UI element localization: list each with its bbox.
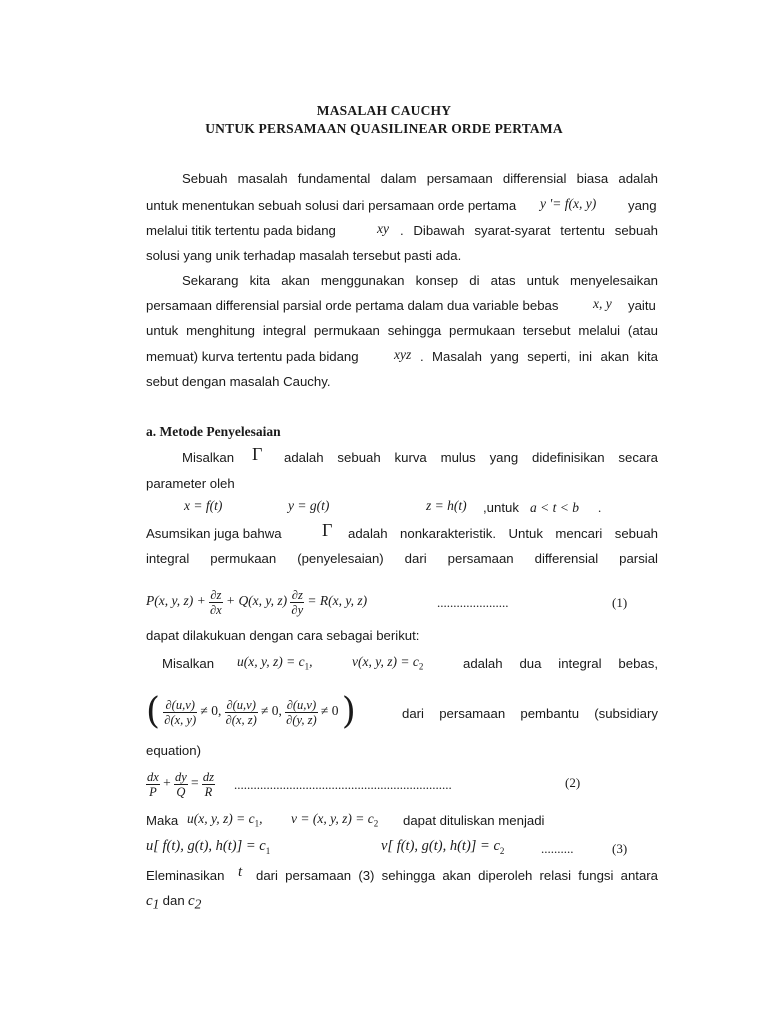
a-line-7: dari persamaan pembantu (subsidiary: [402, 706, 658, 721]
maka-u: u(x, y, $z) = c_1$,: [187, 811, 263, 829]
jacobian-xz: $\frac{\partial(u,v)}{\partial(x, z)}$: [225, 697, 257, 727]
a-line-3a: Asumsikan juga bahwa: [146, 526, 282, 541]
eq1-q: + Q(x, y, z): [225, 593, 288, 608]
a-line-6a: Misalkan: [162, 656, 215, 671]
p1-math-ode: y '= f(x, y): [540, 196, 597, 211]
p2-line-2b: yaitu: [628, 298, 656, 313]
eq3-dots: ..........: [541, 841, 574, 856]
eq3-u: u[ f(t), g(t), $h(t)] = c_1$: [146, 838, 271, 856]
p2-math-xy: x, y: [593, 296, 612, 311]
p2-line-1: Sekarang kita akan menggunakan konsep di atas untuk menyelesaikan: [182, 273, 658, 288]
eq2-number: (2): [565, 775, 581, 790]
p1-line-1: Sebuah masalah fundamental dalam persamaan differensial biasa adalah: [182, 171, 658, 186]
integral-v: v(x, y, $z) = c_2$: [352, 654, 424, 672]
eq3-v: v[ f(t), g(t), $h(t)] = c_2$: [381, 838, 505, 856]
var-t: t: [238, 864, 243, 880]
jacobian-xy: $\frac{\partial(u,v)}{\partial(x, y)}$: [164, 697, 197, 727]
eq1-r: = R(x, y, z): [307, 593, 368, 608]
a-line-2: parameter oleh: [146, 476, 235, 491]
param-untuk: ,untuk: [483, 500, 519, 515]
eq1-dots: ......................: [437, 595, 509, 610]
a-line-10a: Eleminasikan: [146, 868, 225, 883]
a-line-11: $c_1$ dan $c_2$: [146, 893, 202, 912]
a-line-9a: Maka: [146, 813, 179, 828]
p2-line-4a: memuat) kurva tertentu pada bidang: [146, 349, 359, 364]
equation-1: [146, 583, 367, 619]
jacobian-conditions: ( $\frac{\partial(u,v)}{\partial(x, y)}$ ≠ 0, $\frac{\partial(u,v)}{\partial(x, z)}$ ≠ 0, $\frac{\partial(u,v)}{\partial(y, z)}$ ≠ 0 ): [146, 691, 356, 733]
p2-line-2a: persamaan differensial parsial orde pertama dalam dua variable bebas: [146, 298, 559, 313]
title-line-1: MASALAH CAUCHY: [316, 103, 452, 118]
a-gamma-1: Γ: [252, 444, 263, 464]
a-line-3b: adalah nonkarakteristik. Untuk mencari sebuah: [348, 526, 658, 541]
p2-line-4b: . Masalah yang seperti, ini akan kita: [420, 349, 658, 364]
p1-line-3b: . Dibawah syarat-syarat tertentu sebuah: [400, 223, 658, 238]
eq1-number: (1): [612, 595, 628, 610]
a-line-6b: adalah dua integral bebas,: [463, 656, 658, 671]
eq1-frac-dzdx: $\frac{\partial z}{\partial x}$: [209, 587, 222, 617]
a-line-1b: adalah sebuah kurva mulus yang didefinisikan secara: [284, 450, 658, 465]
maka-v: v = (x, y, $z) = c_2$: [291, 811, 379, 829]
eq1-frac-dzdy: $\frac{\partial z}{\partial y}$: [291, 587, 304, 617]
p1-line-2b: yang: [628, 198, 657, 213]
eq2-dots: ...................................................................: [234, 777, 452, 792]
param-range: a < t < b: [530, 500, 579, 515]
a-gamma-2: Γ: [322, 520, 333, 540]
a-line-5: dapat dilakukuan dengan cara sebagai berikut:: [146, 628, 420, 643]
a-line-9b: dapat dituliskan menjadi: [403, 813, 545, 828]
p1-math-xy: xy: [377, 221, 389, 236]
eq1-p: P(x, y, z) +: [146, 593, 206, 608]
p2-math-xyz: xyz: [394, 347, 412, 362]
param-y: y = g(t): [288, 498, 330, 513]
param-z: z = h(t): [426, 498, 467, 513]
equation-2: $\frac{dx}{P}$ + $\frac{dy}{Q}$ = $\frac{dz}{R}$: [147, 769, 214, 799]
title-line-2: UNTUK PERSAMAAN QUASILINEAR ORDE PERTAMA: [205, 121, 563, 136]
eq3-number: (3): [612, 841, 628, 856]
p2-line-3: untuk menghitung integral permukaan sehingga permukaan tersebut melalui (atau: [146, 323, 658, 338]
param-x: x = f(t): [184, 498, 223, 513]
p1-line-4: solusi yang unik terhadap masalah tersebut pasti ada.: [146, 248, 462, 263]
a-line-1a: Misalkan: [182, 450, 235, 465]
p1-line-3a: melalui titik tertentu pada bidang: [146, 223, 336, 238]
p2-line-5: sebut dengan masalah Cauchy.: [146, 374, 331, 389]
p1-line-2a: untuk menentukan sebuah solusi dari persamaan orde pertama: [146, 198, 517, 213]
a-line-10b: dari persamaan (3) sehingga akan diperoleh relasi fungsi antara: [256, 868, 658, 883]
a-line-8: equation): [146, 743, 201, 758]
jacobian-yz: $\frac{\partial(u,v)}{\partial(y, z)}$: [286, 697, 317, 727]
a-line-4: integral permukaan (penyelesaian) dari persamaan differensial parsial: [146, 551, 658, 566]
section-heading: a. Metode Penyelesaian: [146, 424, 281, 439]
param-dot: .: [598, 500, 602, 515]
integral-u: u(x, y, $z) = c_1$,: [237, 654, 313, 672]
